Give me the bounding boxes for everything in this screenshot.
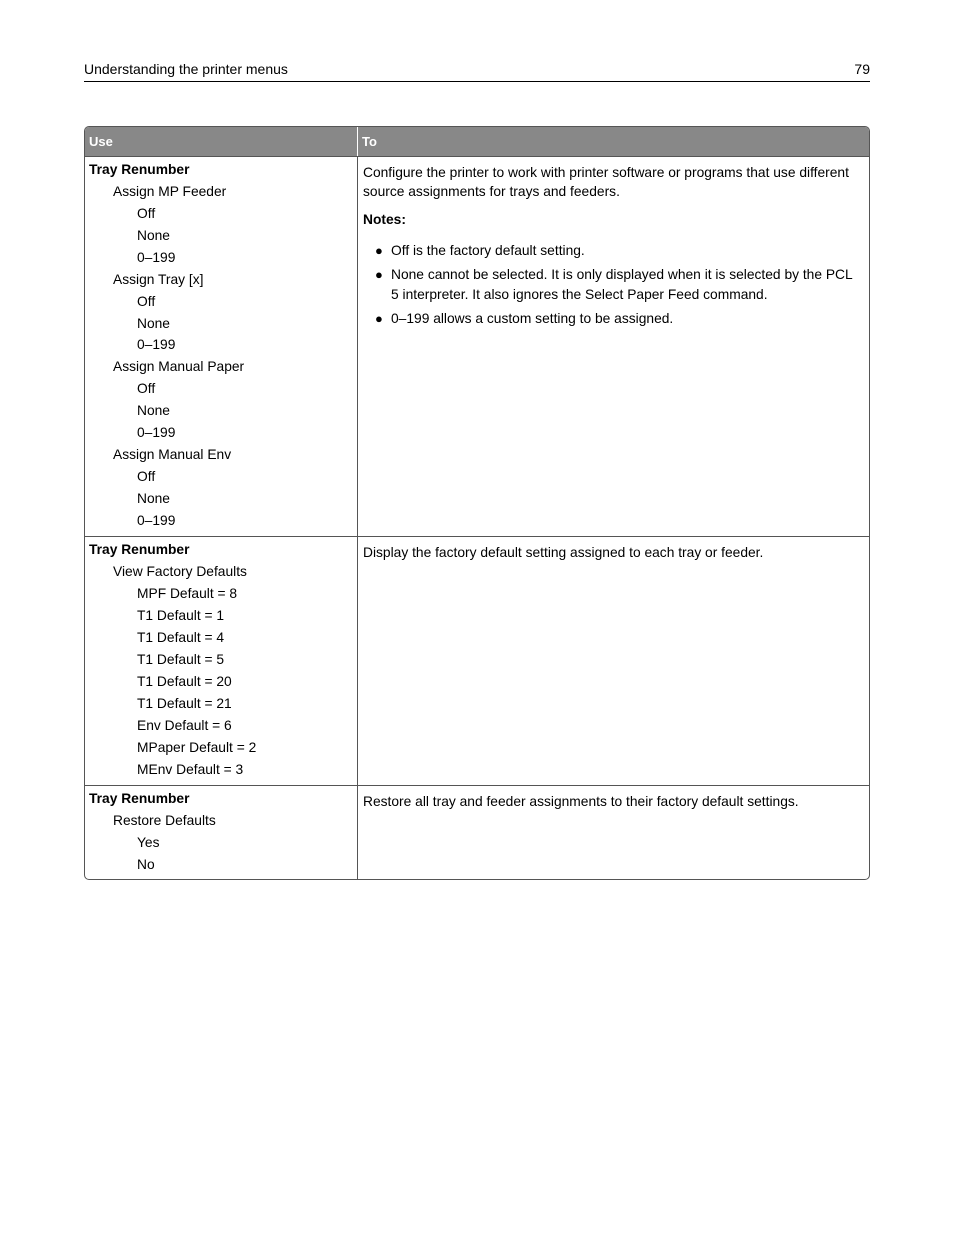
notes-list	[363, 241, 855, 328]
menu-value: Yes	[137, 835, 160, 850]
description: Display the factory default setting assigned to each tray or feeder.	[363, 545, 764, 560]
column-header-to: To	[362, 134, 377, 149]
menu-item: Assign Tray [x]	[113, 272, 204, 287]
to-cell	[358, 786, 869, 879]
menu-item: View Factory Defaults	[113, 564, 247, 579]
table-row	[85, 156, 869, 536]
menu-value: Off	[137, 206, 156, 221]
menu-value: Off	[137, 469, 156, 484]
menu-value: None	[137, 403, 170, 418]
menu-value: MPaper Default = 2	[137, 740, 257, 755]
menu-value: 0–199	[137, 250, 176, 265]
menu-value: No	[137, 857, 155, 872]
use-cell	[85, 786, 358, 879]
note-item	[363, 241, 855, 261]
note-item	[363, 309, 855, 329]
bullet-icon: ●	[375, 267, 383, 282]
section-title: Understanding the printer menus	[84, 61, 288, 77]
page-header	[84, 60, 870, 82]
note-item	[363, 265, 855, 304]
description: Configure the printer to work with printer software or programs that use different source assignments for trays and feeders.	[363, 165, 849, 199]
note-text: 0–199 allows a custom setting to be assigned.	[391, 310, 674, 326]
menu-value: Off	[137, 294, 156, 309]
menu-value: MEnv Default = 3	[137, 762, 244, 777]
menu-value: 0–199	[137, 425, 176, 440]
menu-value: None	[137, 316, 170, 331]
menu-table	[84, 126, 870, 880]
description: Restore all tray and feeder assignments to their factory default settings.	[363, 794, 799, 809]
use-cell	[85, 157, 358, 536]
note-text: None cannot be selected. It is only displayed when it is selected by the PCL 5 interpreter. It also ignores the Select Paper Feed command.	[391, 267, 853, 302]
menu-value: 0–199	[137, 337, 176, 352]
note-text: Off is the factory default setting.	[391, 243, 585, 258]
page-number: 79	[854, 61, 870, 77]
bullet-icon: ●	[375, 243, 383, 258]
menu-value: T1 Default = 4	[137, 630, 225, 645]
column-header-use: Use	[85, 127, 358, 156]
menu-value: T1 Default = 1	[137, 608, 225, 623]
menu-value: Env Default = 6	[137, 718, 232, 733]
menu-value: None	[137, 491, 170, 506]
bullet-icon: ●	[375, 310, 383, 326]
menu-value: None	[137, 228, 170, 243]
use-cell	[85, 537, 358, 785]
menu-item: Assign MP Feeder	[113, 184, 227, 199]
table-row	[85, 536, 869, 785]
menu-title: Tray Renumber	[89, 162, 190, 177]
table-header	[85, 127, 869, 156]
menu-item: Assign Manual Env	[113, 447, 232, 462]
to-cell	[358, 157, 869, 536]
menu-item: Assign Manual Paper	[113, 359, 245, 374]
menu-title: Tray Renumber	[89, 542, 190, 557]
menu-value: T1 Default = 5	[137, 652, 225, 667]
menu-title: Tray Renumber	[89, 791, 190, 806]
menu-value: Off	[137, 381, 156, 396]
table-row	[85, 785, 869, 879]
notes-label: Notes:	[363, 212, 406, 227]
to-cell	[358, 537, 869, 785]
menu-value: T1 Default = 20	[137, 674, 232, 689]
menu-value: T1 Default = 21	[137, 696, 232, 711]
menu-value: MPF Default = 8	[137, 586, 238, 601]
menu-value: 0–199	[137, 513, 176, 528]
menu-item: Restore Defaults	[113, 813, 216, 828]
